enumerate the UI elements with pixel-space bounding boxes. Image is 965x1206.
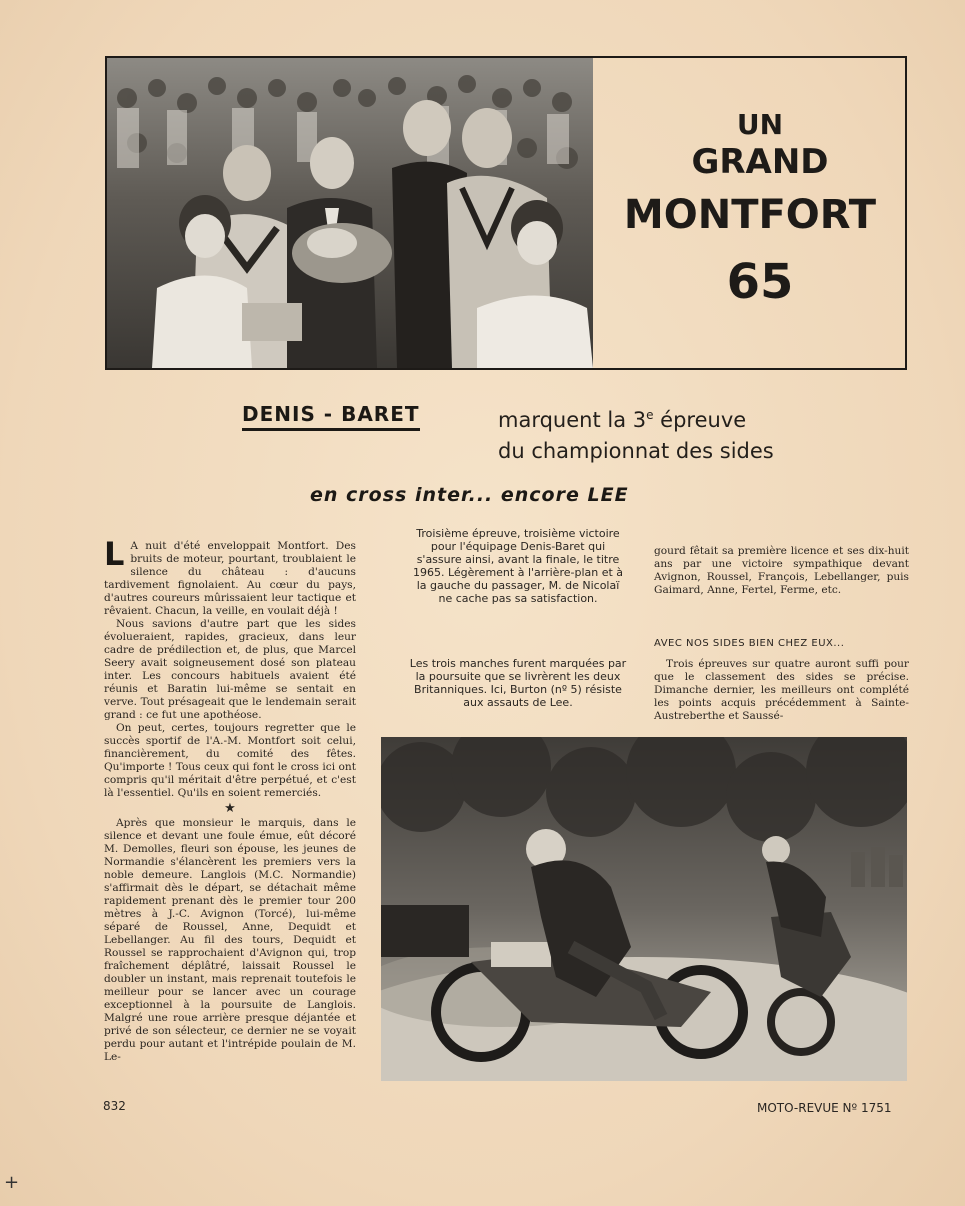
motocross-photo <box>381 737 907 1081</box>
headline-line-year: 65 <box>726 254 794 310</box>
paragraph-3: On peut, certes, toujours regretter que le succès sportif de l'A.-M. Montfort soit celui, financièrement, du comité des fêtes. Qu'importe ! Tous ceux qui font le cross ici ont compris qu'il méritait d'être perpétué, et c'est là l'essentiel. Qu'ils en soient remerciés. <box>104 722 356 799</box>
caption-race: Les trois manches furent marquées par la poursuite que se livrèrent les deux Britanniques. Ici, Burton (nº 5) résiste aux assauts de Lee. <box>409 657 627 709</box>
subtitle-line1-pre: marquent la 3 <box>498 408 647 432</box>
headline-block <box>595 58 905 368</box>
winners-names: DENIS - BARET <box>242 402 420 431</box>
ceremony-photo <box>107 58 593 368</box>
magazine-issue: MOTO-REVUE Nº 1751 <box>757 1101 892 1115</box>
paragraph-4: Après que monsieur le marquis, dans le silence et devant une foule émue, eût décoré M. Demolles, fleuri son épouse, les jeunes de Normandie s'élancèrent les premiers vers la noble demeure. Langlois (M.C. Normandie) s'affirmait dès le départ, se détachait même rapidement prenant dès le premier tour 200 mètres à J.-C. Avignon (Torcé), lui-même séparé de Roussel, Anne, Dequidt et Lebellanger. Au fil des tours, Dequidt et Roussel se rapprochaient d'Avignon qui, trop fraîchement déplâtré, laissait Roussel le doubler un instant, mais reprenait toutefois le meilleur pour se lancer avec un courage exceptionnel à la poursuite de Langlois. Malgré une roue arrière presque déjantée et privé de son sélecteur, ce dernier ne se voyait perdu pour autant et l'intrépide poulain de M. Le- <box>104 817 356 1063</box>
paragraph-2: Nous savions d'autre part que les sides évolueraient, rapides, gracieux, dans leur cadre de prédilection et, de plus, que Marcel Seery avait soigneusement dosé son plateau inter. Les concours habituels avaient été réunis et Baratin lui-même se sentait en verve. Tout présageait que le lendemain serait grand : ce fut une apothéose. <box>104 618 356 721</box>
headline-line-un: UN <box>736 108 784 141</box>
paragraph-1: A nuit d'été enveloppait Montfort. Des bruits de moteur, pourtant, troublaient le silence du château : d'aucuns tardivement fignolaient. Au cœur du pays, d'autres coureurs mûrissaient leur tactique et rêvaient. Chacun, la veille, en voulait déjà ! <box>104 540 356 617</box>
paragraph-continued: gourd fêtait sa première licence et ses dix-huit ans par une victoire sympathique devant Avignon, Roussel, François, Lebellanger, puis Gaimard, Anne, Fertel, Ferme, etc. <box>654 545 909 596</box>
subtitle-line1-post: épreuve <box>653 408 747 432</box>
subtitle-line1-sup: e <box>646 408 654 422</box>
headline-line-grand: GRAND <box>691 142 829 182</box>
subtitle-text <box>498 400 774 467</box>
subtitle-line2: du championnat des sides <box>498 439 774 463</box>
caption-ceremony: Troisième épreuve, troisième victoire pour l'équipage Denis-Baret qui s'assure ainsi, avant la finale, le titre 1965. Légèrement à l'arrière-plan et à la gauche du passager, M. de Nicolaï ne cache pas sa satisfaction. <box>412 527 624 605</box>
section-subhead: AVEC NOS SIDES BIEN CHEZ EUX... <box>654 638 845 649</box>
headline-line-montfort: MONTFORT <box>623 192 877 238</box>
tagline: en cross inter... encore LEE <box>310 484 629 506</box>
star-separator: ★ <box>224 801 236 816</box>
dropcap: L <box>104 535 125 573</box>
ceremony-photo-image <box>107 58 593 368</box>
paragraph-sides: Trois épreuves sur quatre auront suffi pour que le classement des sides se précise. Dimanche dernier, les meilleurs ont complété les points acquis précédemment à Sainte-Austreberthe et Saussé- <box>654 658 909 722</box>
article-column-1 <box>104 535 356 1064</box>
article-column-3 <box>654 545 909 723</box>
motocross-photo-image <box>381 737 907 1081</box>
page-number: 832 <box>103 1099 126 1113</box>
crop-mark-icon: + <box>4 1172 20 1193</box>
